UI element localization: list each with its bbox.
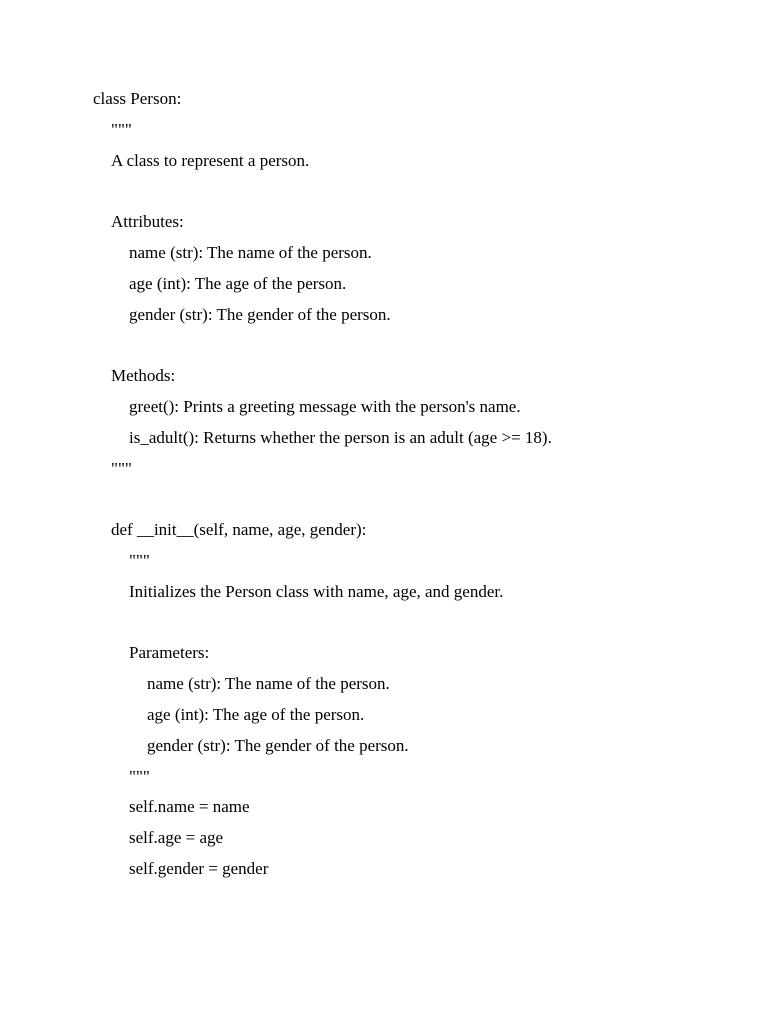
method-greet-line: greet(): Prints a greeting message with the person's name. — [129, 396, 521, 416]
init-docstring-open-line: """ — [129, 550, 150, 570]
init-description-line: Initializes the Person class with name, age, and gender. — [129, 581, 504, 601]
class-description-line: A class to represent a person. — [111, 150, 310, 170]
parameter-name-line: name (str): The name of the person. — [147, 674, 390, 694]
parameter-age-line: age (int): The age of the person. — [147, 704, 365, 724]
docstring-open-line: """ — [111, 119, 132, 139]
docstring-close-line: """ — [111, 458, 132, 478]
code-text-block — [93, 84, 733, 885]
init-definition-line: def __init__(self, name, age, gender): — [111, 520, 367, 540]
assign-gender-line: self.gender = gender — [129, 858, 269, 878]
assign-age-line: self.age = age — [129, 828, 224, 848]
attribute-gender-line: gender (str): The gender of the person. — [129, 304, 391, 324]
attributes-heading-line: Attributes: — [111, 212, 184, 232]
method-is-adult-line: is_adult(): Returns whether the person is an adult (age >= 18). — [129, 427, 552, 447]
class-declaration-line: class Person: — [93, 89, 182, 108]
blank-line — [93, 330, 733, 361]
init-docstring-close-line: """ — [129, 766, 150, 786]
blank-line — [93, 608, 733, 639]
blank-line — [93, 176, 733, 207]
attribute-name-line: name (str): The name of the person. — [129, 242, 372, 262]
parameters-heading-line: Parameters: — [129, 643, 210, 663]
attribute-age-line: age (int): The age of the person. — [129, 273, 347, 293]
parameter-gender-line: gender (str): The gender of the person. — [147, 735, 409, 755]
blank-line — [93, 484, 733, 515]
assign-name-line: self.name = name — [129, 797, 250, 817]
methods-heading-line: Methods: — [111, 366, 176, 386]
